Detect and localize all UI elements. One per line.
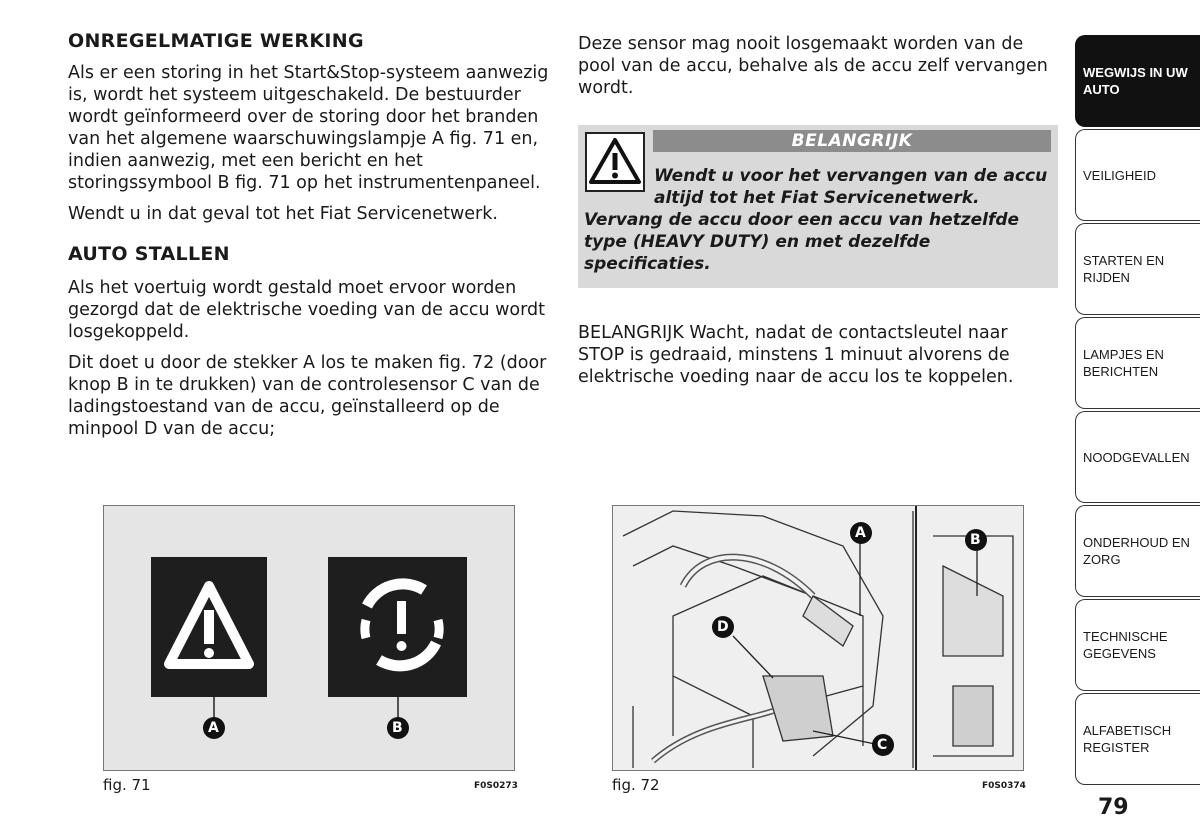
right-column xyxy=(578,33,1056,99)
figure-72 xyxy=(612,505,1024,771)
fig71-label-a: A xyxy=(208,720,219,736)
fig71-caption: fig. 71 xyxy=(103,776,151,794)
para-sensor: Deze sensor mag nooit losgemaakt worden van de pool van de accu, behalve als de accu zelf vervangen wordt. xyxy=(578,34,1048,98)
warning-line-1: Wendt u voor het vervangen van de accu altijd tot het Fiat Servicenetwerk. xyxy=(654,166,1048,208)
warning-line-2: Vervang de accu door een accu van hetzelfde type (HEAVY DUTY) en met dezelfde specificaties. xyxy=(584,210,1020,274)
para-disconnect: Dit doet u door de stekker A los te maken fig. 72 (door knop B in te drukken) van de controlesensor C van de ladingstoestand van de accu, geïnstalleerd op de minpool D van de accu; xyxy=(68,353,547,439)
heading-malfunction: ONREGELMATIGE WERKING xyxy=(68,30,364,52)
tab-register[interactable]: ALFABETISCH REGISTER xyxy=(1075,693,1200,785)
left-column xyxy=(68,30,553,440)
tab-onderhoud[interactable]: ONDERHOUD EN ZORG xyxy=(1075,505,1200,597)
warning-title: BELANGRIJK xyxy=(653,130,1051,152)
page-number: 79 xyxy=(1098,795,1129,820)
para-malfunction: Als er een storing in het Start&Stop-systeem aanwezig is, wordt het systeem uitgeschakeld. De bestuurder wordt geïnformeerd over de storing door het branden van het algemene waarschuwingslampje A fig. 71 en, indien aanwezig, met een bericht en het storingssymbool B fig. 71 op het instrumentenpaneel. xyxy=(68,63,549,193)
tab-starten[interactable]: STARTEN EN RIJDEN xyxy=(1075,223,1200,315)
fig71-code: F0S0273 xyxy=(474,781,518,791)
tab-veiligheid[interactable]: VEILIGHEID xyxy=(1075,129,1200,221)
warning-box xyxy=(578,125,1058,288)
para-wait: BELANGRIJK Wacht, nadat de contactsleutel naar STOP is gedraaid, minstens 1 minuut alvorens de elektrische voeding naar de accu los te koppelen. xyxy=(578,323,1014,387)
tab-lampjes[interactable]: LAMPJES EN BERICHTEN xyxy=(1075,317,1200,409)
fig72-label-c: C xyxy=(877,737,888,753)
fig72-caption: fig. 72 xyxy=(612,776,660,794)
para-service: Wendt u in dat geval tot het Fiat Servicenetwerk. xyxy=(68,204,498,224)
right-bottom-text xyxy=(578,322,1056,388)
fig72-code: F0S0374 xyxy=(982,781,1026,791)
fig71-illustration xyxy=(104,506,514,770)
para-storage: Als het voertuig wordt gestald moet ervoor worden gezorgd dat de elektrische voeding van de accu wordt losgekoppeld. xyxy=(68,278,545,342)
figure-71 xyxy=(103,505,515,771)
tab-wegwijs[interactable]: WEGWIJS IN UW AUTO xyxy=(1075,35,1200,127)
fig72-label-b: B xyxy=(970,532,981,548)
tab-technische[interactable]: TECHNISCHE GEGEVENS xyxy=(1075,599,1200,691)
warning-triangle-icon xyxy=(585,132,645,192)
tab-noodgevallen[interactable]: NOODGEVALLEN xyxy=(1075,411,1200,503)
heading-storage: AUTO STALLEN xyxy=(68,243,230,265)
fig71-label-b: B xyxy=(392,720,403,736)
fig72-label-a: A xyxy=(855,525,866,541)
fig72-illustration xyxy=(613,506,1023,770)
fig72-label-d: D xyxy=(717,619,729,635)
